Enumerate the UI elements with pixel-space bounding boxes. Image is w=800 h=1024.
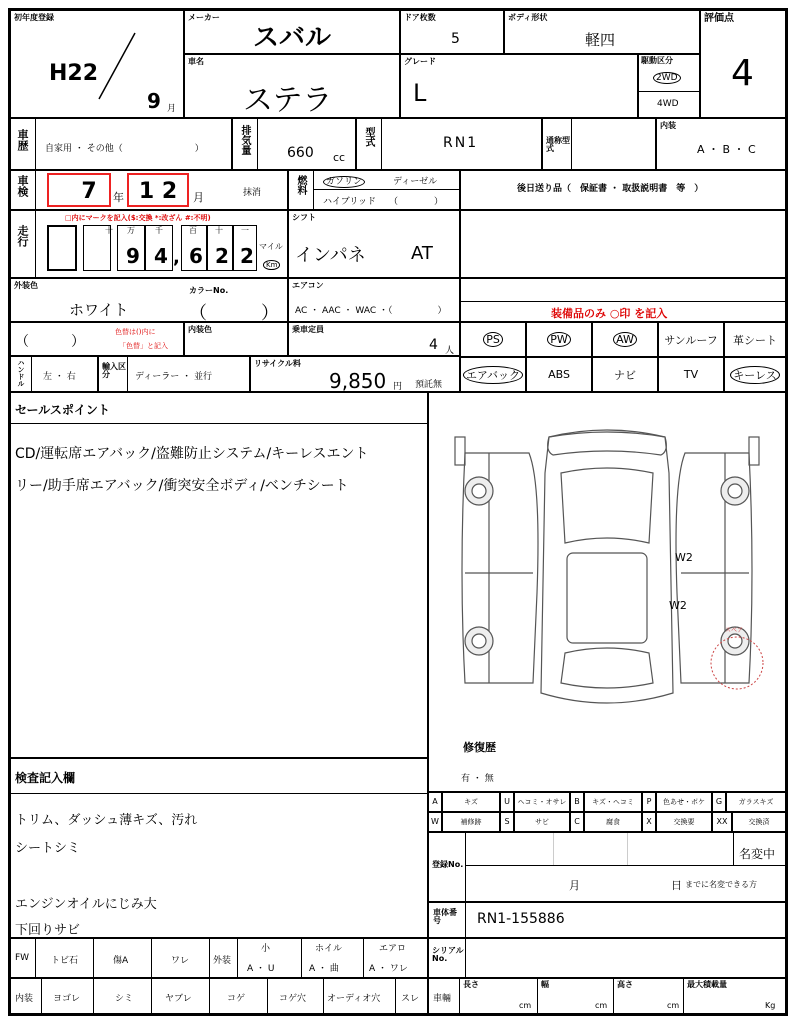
- dim-div-3: [683, 979, 684, 1013]
- legend-desc-1-4: 交換済: [732, 812, 786, 832]
- fuel-gasoline-circled: ガソリン: [323, 176, 365, 188]
- legend-desc-1-0: 補修跡: [442, 812, 500, 832]
- first-reg-era: H22: [49, 61, 99, 86]
- inspection-erased: 抹消: [243, 188, 262, 198]
- mileage-unit-5: 一: [241, 226, 249, 235]
- mileage-unit-2: 千: [155, 226, 163, 235]
- drive-2wd-circled: 2WD: [653, 72, 681, 84]
- length-label: 長さ: [463, 980, 479, 989]
- repair-label-text: 修復歴: [463, 741, 496, 754]
- mileage-label-divider: [35, 211, 36, 277]
- displacement-value: 660: [287, 145, 314, 161]
- common-model-label: 通称型式: [546, 136, 570, 153]
- legend-desc-0-0: キズ: [442, 792, 500, 812]
- import-cell: [98, 356, 250, 392]
- dim-div-2: [613, 979, 614, 1013]
- equipment-3: [592, 322, 658, 357]
- seats-unit: 人: [445, 346, 455, 356]
- drive-4wd: 4WD: [657, 99, 679, 109]
- mileage-mile-label: マイル: [259, 242, 283, 251]
- fw-div-2: [151, 939, 152, 977]
- first-registration-cell: [10, 10, 184, 118]
- history-label-divider: [35, 119, 36, 169]
- name-label: 車名: [188, 57, 204, 66]
- equipment-label-6: エアバック: [463, 366, 523, 384]
- width-unit: cm: [595, 1001, 608, 1010]
- int-item-1: シミ: [115, 994, 134, 1004]
- color-change-note-2: 「色替」と記入: [119, 342, 168, 350]
- fuel-cell: [288, 170, 460, 210]
- ext-label: 外装: [213, 956, 232, 966]
- mileage-comma: ,: [173, 247, 180, 268]
- reg-label-divider: [465, 833, 466, 901]
- equipment-9: [658, 357, 724, 392]
- displacement-cell: [232, 118, 356, 170]
- later-items-label: 後日送り品（ 保証書 ・ 取扱説明書 等 ）: [517, 184, 704, 194]
- equipment-10: [724, 357, 786, 392]
- int-div-1: [93, 979, 94, 1013]
- int-div-5: [323, 979, 324, 1013]
- legend-desc-0-3: 色あせ・ボケ: [656, 792, 712, 812]
- sales-line-1: CD/運転席エアバック/盗難防止システム/キーレスエント: [15, 446, 369, 462]
- exterior-color-cell: [10, 278, 288, 322]
- legend-code-0-0: A: [428, 792, 442, 812]
- exterior-color-value: ホワイト: [69, 301, 129, 319]
- auction-sheet: [8, 8, 788, 1016]
- seats-value: 4: [429, 337, 438, 353]
- mileage-mark-box: [47, 225, 77, 271]
- inspection-label-divider: [35, 171, 36, 209]
- int-div-3: [209, 979, 210, 1013]
- displacement-label: 排気量: [239, 125, 250, 155]
- int-item-4: コゲ穴: [279, 994, 307, 1004]
- legend-desc-0-4: ガラスキズ: [726, 792, 786, 812]
- fw-div-6: [363, 939, 364, 977]
- interior-color-cell: [184, 322, 288, 356]
- legend-code-1-4: XX: [712, 812, 732, 832]
- legend-code-1-0: W: [428, 812, 442, 832]
- int-item-3: コゲ: [227, 994, 246, 1004]
- int-item-6: スレ: [401, 994, 420, 1004]
- notes-title: 検査記入欄: [15, 771, 76, 785]
- equipment-4: [658, 322, 724, 357]
- mileage-digit-value-0: 9: [126, 244, 140, 268]
- inspection-label: 車検: [16, 175, 29, 197]
- seats-label: 乗車定員: [292, 325, 324, 334]
- handle-label: ハンドル: [17, 359, 25, 387]
- equipment-label-1: PS: [483, 332, 503, 347]
- paren-cell: [10, 322, 184, 356]
- equipment-2: [526, 322, 592, 357]
- fuel-label: 燃料: [295, 175, 306, 195]
- equipment-label-2: PW: [547, 332, 571, 347]
- notes-line-1: トリム、ダッシュ薄キズ、汚れ: [15, 813, 198, 828]
- int-div-6: [395, 979, 396, 1013]
- vin-value: RN1-155886: [477, 911, 565, 927]
- mileage-unit-0: 十: [105, 226, 113, 235]
- shift-cell: [288, 210, 460, 278]
- car-label: 車輛: [433, 994, 452, 1004]
- sales-points-cell: [10, 392, 428, 758]
- maker-value: スバル: [253, 23, 332, 53]
- dim-div-1: [537, 979, 538, 1013]
- drive-divider: [639, 91, 699, 92]
- vin-label-divider: [465, 903, 466, 937]
- first-reg-month: 9: [147, 89, 161, 113]
- maker-cell: [184, 10, 400, 54]
- fuel-paren: （ ）: [389, 197, 444, 207]
- small-value: A ・ U: [247, 964, 275, 974]
- inspection-month-box: [127, 173, 189, 207]
- shift-value: インパネ: [295, 245, 366, 266]
- equipment-label-8: ナビ: [614, 368, 636, 382]
- equipment-label-4: サンルーフ: [664, 333, 718, 347]
- fw-div-5: [301, 939, 302, 977]
- diagram-cell: [428, 392, 786, 792]
- fuel-diesel: ディーゼル: [393, 177, 438, 187]
- notes-line-2: シートシミ: [15, 841, 81, 856]
- reg-mid-divider: [465, 865, 785, 866]
- fuel-hybrid: ハイブリッド: [323, 197, 377, 207]
- model-value: RN1: [443, 135, 479, 151]
- fw-div-0: [35, 939, 36, 977]
- diagram-mark-2: W2: [669, 599, 687, 612]
- width-label: 幅: [541, 980, 549, 989]
- paren-value: （ ）: [15, 334, 85, 350]
- legend-code-1-2: C: [570, 812, 584, 832]
- common-model-cell: [542, 118, 656, 170]
- int-item-5: オーディオ穴: [327, 994, 381, 1004]
- seats-cell: [288, 322, 460, 356]
- reg-month-unit: 月: [569, 879, 580, 892]
- recycle-deposit: 預託無: [415, 380, 443, 390]
- aero-value: A ・ ワレ: [369, 964, 408, 974]
- first-reg-month-unit: 月: [167, 104, 177, 114]
- wheel-label: ホイル: [315, 944, 343, 954]
- import-label: 輸入区分: [102, 362, 126, 379]
- int-item-0: ヨゴレ: [53, 994, 81, 1004]
- sales-line-2: リー/助手席エアバック/衝突安全ボディ/ベンチシート: [15, 478, 349, 494]
- reg-deadline: までに名変できる方: [685, 880, 757, 889]
- score-value: 4: [731, 53, 754, 94]
- equipment-label-9: TV: [683, 368, 699, 381]
- mileage-km-circled: Km: [263, 260, 280, 270]
- grade-cell: [400, 54, 638, 118]
- doors-value: 5: [451, 31, 460, 47]
- shift-type: AT: [411, 243, 433, 264]
- fw-item-1: 傷A: [113, 956, 129, 966]
- serial-label: シリアルNo.: [432, 946, 464, 963]
- inspection-month-unit: 月: [193, 191, 204, 204]
- equipment-label-5: 革シート: [733, 333, 777, 347]
- equipment-1: [460, 322, 526, 357]
- body-label: ボディ形状: [508, 13, 548, 22]
- model-cell: [356, 118, 542, 170]
- sales-title: セールスポイント: [15, 403, 110, 417]
- mileage-digit-value-2: 6: [189, 244, 203, 268]
- reg-col-2: [627, 833, 628, 865]
- name-value: ステラ: [243, 83, 333, 118]
- reg-day-unit: 日: [671, 879, 682, 892]
- dim-div-0: [459, 979, 460, 1013]
- handle-value: 左 ・ 右: [43, 372, 76, 382]
- vin-label: 車体番号: [433, 908, 457, 925]
- reg-no-label: 登録No.: [432, 860, 464, 869]
- repair-value: 有 ・ 無: [461, 774, 494, 784]
- doors-cell: [400, 10, 504, 54]
- weight-label: 最大積載量: [687, 980, 727, 989]
- mileage-digit-value-1: 4: [154, 244, 168, 268]
- model-label: 型式: [363, 127, 374, 147]
- fw-div-3: [209, 939, 210, 977]
- weight-unit: Kg: [765, 1001, 776, 1010]
- fuel-gasoline: [323, 174, 365, 187]
- spare-label: スペア: [725, 627, 744, 634]
- length-unit: cm: [519, 1001, 532, 1010]
- interior-label: 内装: [660, 121, 676, 130]
- legend-code-0-4: G: [712, 792, 726, 812]
- equipment-label-10: キーレス: [730, 366, 779, 384]
- mileage-label: 走行: [16, 225, 29, 247]
- int-div-4: [267, 979, 268, 1013]
- legend-desc-1-1: サビ: [514, 812, 570, 832]
- fw-div-1: [93, 939, 94, 977]
- legend-desc-0-2: キズ・ヘコミ: [584, 792, 642, 812]
- inspection-year-unit: 年: [113, 191, 124, 204]
- later-items-cell: [460, 170, 786, 210]
- int-div-2: [151, 979, 152, 1013]
- legend-desc-1-3: 交換要: [656, 812, 712, 832]
- equipment-5: [724, 322, 786, 357]
- mileage-digit-value-4: 2: [240, 244, 254, 268]
- legend-code-0-1: U: [500, 792, 514, 812]
- legend-code-0-2: B: [570, 792, 584, 812]
- equipment-8: [592, 357, 658, 392]
- ac-value: AC ・ AAC ・ WAC ・（ ）: [295, 306, 447, 316]
- grade-value: L: [413, 79, 427, 107]
- history-label: 車歴: [16, 129, 29, 151]
- body-cell: [504, 10, 700, 54]
- legend-code-0-3: P: [642, 792, 656, 812]
- name-cell: [184, 54, 400, 118]
- common-label-divider: [571, 119, 572, 169]
- drive-2wd: [653, 73, 681, 83]
- interior-grade: A ・ B ・ C: [697, 143, 756, 156]
- ac-cell: [288, 278, 460, 322]
- history-value: 自家用 ・ その他（ ）: [45, 144, 204, 154]
- mileage-digit-value-3: 2: [215, 244, 229, 268]
- handle-label-divider: [31, 357, 32, 391]
- doors-label: ドア枚数: [404, 13, 436, 22]
- recycle-unit: 円: [393, 382, 403, 392]
- interior-row: [10, 978, 428, 1014]
- inspection-year: 7: [81, 179, 97, 204]
- color-no-paren: （ ）: [189, 303, 279, 324]
- equipment-grid: [460, 322, 786, 392]
- mileage-unit-3: 百: [189, 226, 197, 235]
- drive-cell: [638, 54, 700, 118]
- grade-label: グレード: [404, 57, 436, 66]
- reg-col-1: [553, 833, 554, 865]
- history-cell: [10, 118, 232, 170]
- int-label: 内装: [15, 994, 34, 1004]
- mileage-note: □内にマークを記入($:交換 *:改ざん #:不明): [65, 214, 211, 222]
- aero-label: エアロ: [379, 944, 407, 954]
- inspection-month: 1 2: [138, 179, 178, 204]
- serial-cell: [428, 938, 786, 978]
- fuel-label-divider: [313, 171, 314, 209]
- wheel-value: A ・ 曲: [309, 964, 339, 974]
- repair-label: [463, 739, 496, 755]
- diagram-mark-1: W2: [675, 551, 693, 564]
- displacement-label-divider: [257, 119, 258, 169]
- int-item-2: ヤブレ: [165, 994, 192, 1004]
- legend-desc-1-2: 腐食: [584, 812, 642, 832]
- defect-legend: [428, 792, 786, 832]
- mileage-cell: [10, 210, 288, 278]
- handle-cell: [10, 356, 98, 392]
- color-change-note-1: 色替は()内に: [115, 328, 156, 336]
- name-change: 名変中: [739, 847, 776, 861]
- legend-code-1-3: X: [642, 812, 656, 832]
- model-label-divider: [381, 119, 382, 169]
- inspection-cell: [10, 170, 288, 210]
- score-cell: [700, 10, 786, 118]
- inspection-notes-cell: [10, 758, 428, 938]
- serial-label-divider: [465, 939, 466, 977]
- equip-header-cell: [460, 278, 786, 322]
- height-label: 高さ: [617, 980, 633, 989]
- drive-label: 駆動区分: [641, 56, 673, 65]
- interior-color-label: 内装色: [188, 325, 212, 334]
- first-reg-label: 初年度登録: [14, 13, 54, 22]
- equipment-label-3: AW: [613, 332, 637, 347]
- notes-line-5: 下回りサビ: [15, 923, 81, 938]
- fw-item-0: トビ石: [51, 956, 79, 966]
- exterior-color-label: 外装色: [14, 281, 38, 290]
- mileage-unit-1: 万: [127, 226, 135, 235]
- fuel-mid-divider: [313, 189, 459, 190]
- fw-div-4: [237, 939, 238, 977]
- car-diagram: [429, 393, 785, 733]
- height-unit: cm: [667, 1001, 680, 1010]
- import-label-divider: [127, 357, 128, 391]
- equipment-label-7: ABS: [548, 368, 570, 381]
- interior-cell: [656, 118, 786, 170]
- recycle-cell: [250, 356, 460, 392]
- fw-label: FW: [15, 953, 30, 963]
- equip-header-label: 装備品のみ ○印 を記入: [551, 307, 668, 320]
- shift-label: シフト: [292, 213, 316, 222]
- reg-col-3: [733, 833, 734, 865]
- later-items-area: [460, 210, 786, 278]
- registration-cell: [428, 832, 786, 902]
- legend-code-1-1: S: [500, 812, 514, 832]
- small-label: 小: [261, 944, 271, 954]
- int-div-0: [41, 979, 42, 1013]
- equipment-7: [526, 357, 592, 392]
- fw-row: [10, 938, 428, 978]
- import-value: ディーラー ・ 並行: [135, 372, 213, 382]
- inspection-year-box: [47, 173, 111, 207]
- body-value: 軽四: [585, 31, 616, 49]
- vin-cell: [428, 902, 786, 938]
- recycle-value: 9,850: [329, 369, 387, 393]
- equip-header-divider: [461, 301, 785, 302]
- score-label: 評価点: [704, 13, 734, 24]
- mileage-km-label: [263, 261, 280, 269]
- legend-desc-0-1: ヘコミ・オサレ: [514, 792, 570, 812]
- dimensions-cell: [428, 978, 786, 1014]
- maker-label: メーカー: [188, 13, 220, 22]
- recycle-label: リサイクル料: [254, 359, 301, 368]
- color-no-label: カラーNo.: [189, 286, 229, 295]
- equipment-6: [460, 357, 526, 392]
- displacement-unit: cc: [333, 151, 346, 164]
- notes-line-4: エンジンオイルにじみ大: [15, 897, 157, 912]
- mileage-unit-4: 十: [215, 226, 223, 235]
- fw-item-2: ワレ: [171, 956, 190, 966]
- slash-divider: [97, 31, 137, 101]
- ac-label: エアコン: [292, 281, 324, 290]
